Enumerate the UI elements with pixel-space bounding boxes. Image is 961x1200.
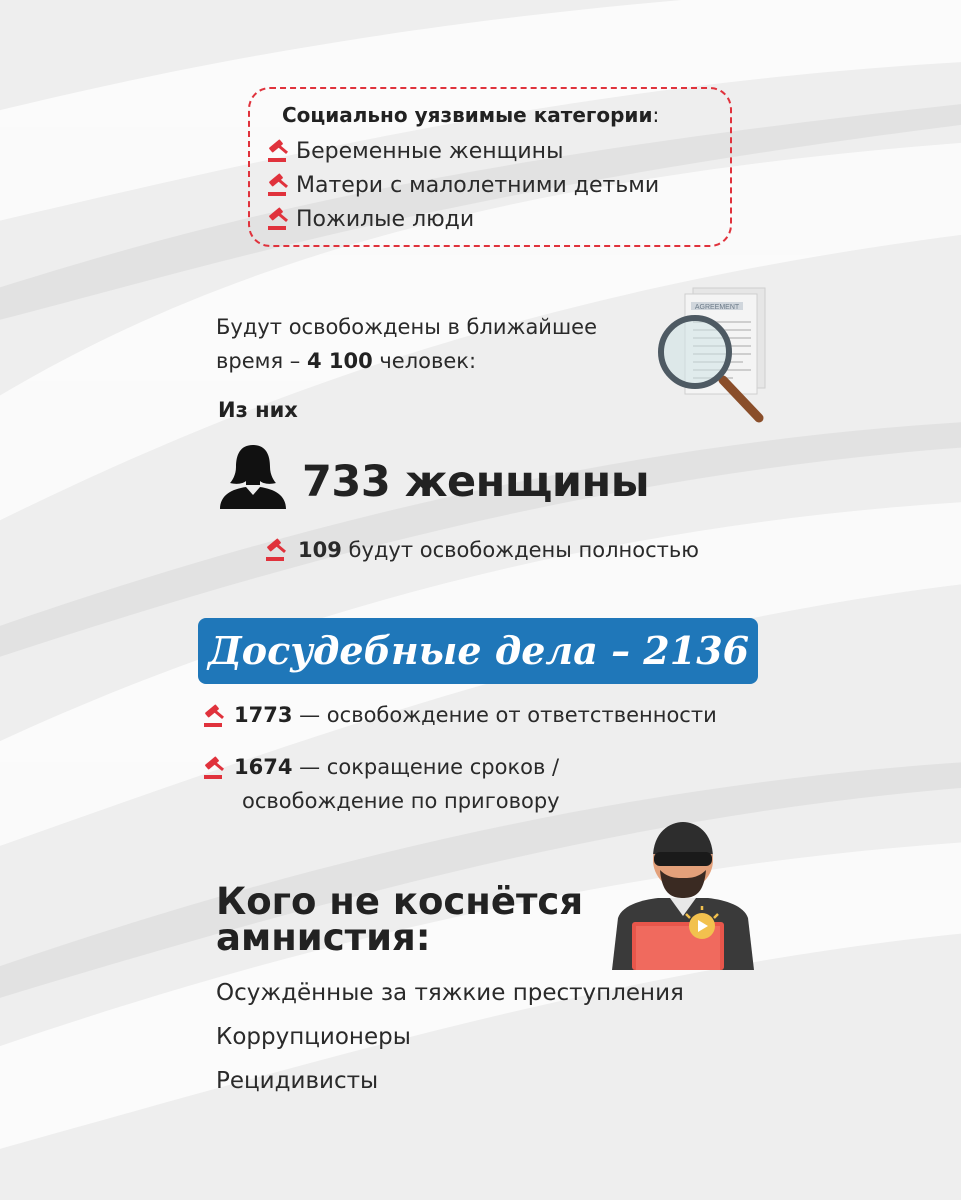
pretrial-item-count: 1674 [234, 755, 293, 779]
full-release-count: 109 [298, 538, 342, 562]
pretrial-item-continuation: освобождение по приговору [242, 789, 560, 813]
not-affected-item: Рецидивисты [216, 1068, 379, 1094]
category-label: Пожилые люди [296, 206, 475, 232]
pretrial-item-count: 1773 [234, 703, 293, 727]
category-item [266, 138, 563, 164]
pretrial-item: 1773 — освобождение от ответственности [202, 703, 717, 729]
pretrial-banner: Досудебные дела – 2136 [198, 618, 758, 684]
magnifier-document-icon [653, 282, 769, 428]
release-line-2: время – 4 100 человек: [216, 349, 477, 373]
agreement-label: AGREEMENT [694, 304, 740, 311]
full-release-item: 109 будут освобождены полностью [264, 537, 699, 563]
gavel-icon [202, 703, 230, 729]
gavel-icon [266, 172, 294, 198]
release-line-1: Будут освобождены в ближайшее [216, 315, 598, 339]
category-label: Беременные женщины [296, 138, 564, 164]
thief-icon [610, 818, 756, 970]
not-affected-item: Осуждённые за тяжкие преступления [216, 980, 684, 1006]
gavel-icon [266, 138, 294, 164]
from-them-label: Из них [218, 398, 298, 422]
category-label: Матери с малолетними детьми [296, 172, 660, 198]
category-item [266, 206, 474, 232]
woman-silhouette-icon [218, 443, 288, 509]
gavel-icon [264, 537, 292, 563]
category-item [266, 172, 659, 198]
gavel-icon [266, 206, 294, 232]
women-count: 733 женщины [302, 457, 650, 507]
release-count: 4 100 [306, 349, 373, 373]
pretrial-item: 1674 — сокращение сроков / [202, 755, 559, 781]
vulnerable-categories-title: Социально уязвимые категории: [282, 103, 660, 127]
not-affected-title: Кого не коснётся амнистия: [216, 880, 584, 959]
gavel-icon [202, 755, 230, 781]
not-affected-item: Коррупционеры [216, 1024, 411, 1050]
